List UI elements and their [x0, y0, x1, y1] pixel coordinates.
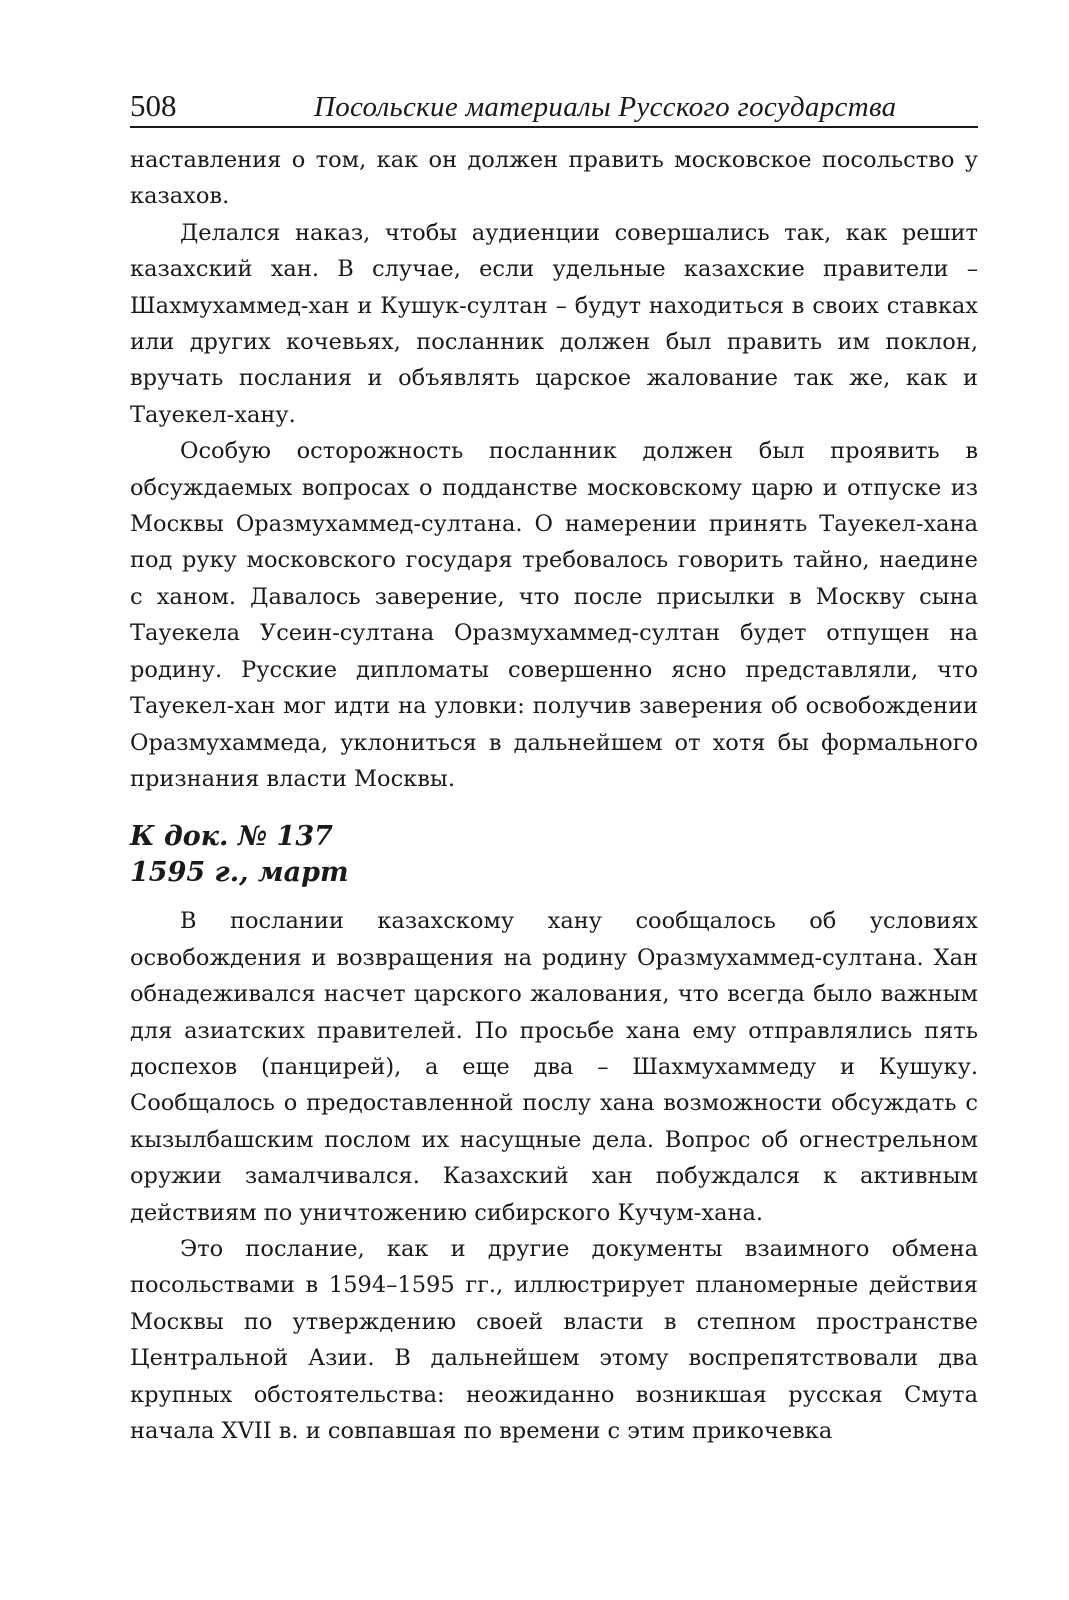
running-header: [130, 88, 978, 128]
paragraph-5: Это послание, как и другие документы взаимного обмена посольствами в 1594–1595 гг., иллюстрирует планомерные действия Москвы по утверждению своей власти в степном пространстве Центральной Азии. В дальнейшем этому воспрепятствовали два крупных обстоятельства: неожиданно возникшая русская Смута начала XVII в. и совпавшая по времени с этим прикочевка: [130, 1235, 978, 1444]
paragraph-3: Особую осторожность посланник должен был проявить в обсуждаемых вопросах о подданстве московскому царю и отпуске из Москвы Оразмухаммед-султана. О намерении принять Тауекел-хана под руку московского государя требовалось говорить тайно, наедине с ханом. Давалось заверение, что после присылки в Москву сына Тауекела Усеин-султана Оразмухаммед-султан будет отпущен на родину. Русские дипломаты совершенно ясно представляли, что Тауекел-хан мог идти на уловки: получив заверения об освобождении Оразмухаммеда, уклониться в дальнейшем от хотя бы формального признания власти Москвы.: [130, 438, 978, 792]
paragraph-1: наставления о том, как он должен править московское посольство у казахов.: [130, 147, 978, 210]
paragraph-2: Делался наказ, чтобы аудиенции совершались так, как решит казахский хан. В случае, если удельные казахские правители – Шахмухаммед-хан и Кушук-султан – будут находиться в своих ставках или других кочевьях, посланник должен был править им поклон, вручать послания и объявлять царское жалование так же, как и Тауекел-хану.: [130, 219, 978, 428]
page-number: 508: [130, 88, 177, 123]
section-heading-doc: К док. № 137: [130, 821, 333, 853]
running-title: Посольские материалы Русского государства: [314, 91, 897, 123]
book-page: [130, 88, 978, 1449]
section-heading: [130, 819, 978, 891]
paragraph-4: В послании казахскому хану сообщалось об условиях освобождения и возвращения на родину Оразмухаммед-султана. Хан обнадеживался насчет царского жалования, что всегда было важным для азиатских правителей. По просьбе хана ему отправлялись пять доспехов (панцирей), а еще два – Шахмухаммеду и Кушуку. Сообщалось о предоставленной послу хана возможности обсуждать с кызылбашским послом их насущные дела. Вопрос об огнестрельном оружии замалчивался. Казахский хан побуждался к активным действиям по уничтожению сибирского Кучум-хана.: [130, 908, 978, 1226]
section-heading-date: 1595 г., март: [130, 857, 349, 889]
